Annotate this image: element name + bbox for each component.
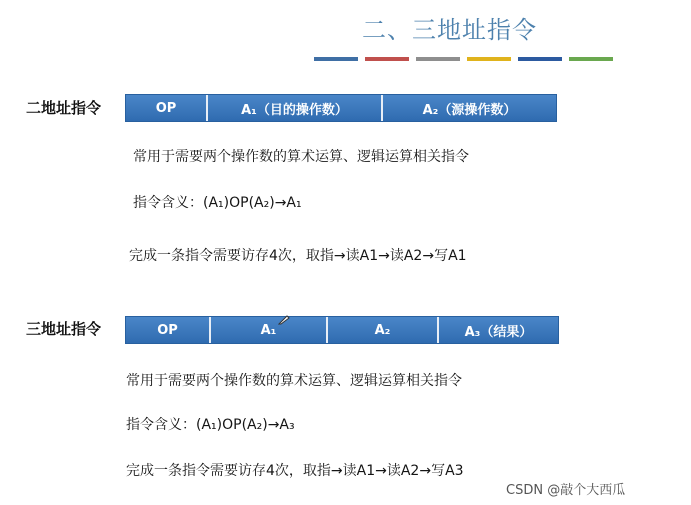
color-strip bbox=[314, 57, 358, 61]
color-strip bbox=[365, 57, 409, 61]
field-a3: A₃（结果） bbox=[464, 324, 533, 340]
slide-title: 二、三地址指令 bbox=[362, 16, 537, 44]
field-op: OP bbox=[126, 95, 208, 121]
field-a1: A₁（目的操作数） bbox=[208, 95, 383, 121]
two-address-format-bar bbox=[125, 94, 557, 122]
two-address-memory-access: 完成一条指令需要访存4次，取指→读A1→读A2→写A1 bbox=[129, 248, 467, 264]
three-address-description: 常用于需要两个操作数的算术运算、逻辑运算相关指令 bbox=[126, 373, 462, 389]
color-strip-decoration bbox=[314, 57, 620, 61]
color-strip bbox=[569, 57, 613, 61]
field-a1: A₁ bbox=[211, 317, 328, 343]
three-address-label: 三地址指令 bbox=[26, 320, 102, 338]
three-address-meaning: 指令含义：(A₁)OP(A₂)→A₃ bbox=[126, 417, 295, 433]
color-strip bbox=[518, 57, 562, 61]
color-strip bbox=[416, 57, 460, 61]
two-address-description: 常用于需要两个操作数的算术运算、逻辑运算相关指令 bbox=[133, 149, 469, 165]
field-a2: A₂（源操作数） bbox=[422, 102, 517, 118]
csdn-watermark: CSDN @敲个大西瓜 bbox=[506, 483, 626, 498]
three-address-format-bar bbox=[125, 316, 559, 344]
color-strip bbox=[467, 57, 511, 61]
pen-cursor-icon bbox=[278, 315, 290, 325]
field-a2: A₂ bbox=[328, 317, 439, 343]
three-address-memory-access: 完成一条指令需要访存4次，取指→读A1→读A2→写A3 bbox=[126, 463, 464, 479]
two-address-meaning: 指令含义：(A₁)OP(A₂)→A₁ bbox=[133, 195, 302, 211]
field-op: OP bbox=[126, 317, 211, 343]
two-address-label: 二地址指令 bbox=[26, 99, 102, 117]
